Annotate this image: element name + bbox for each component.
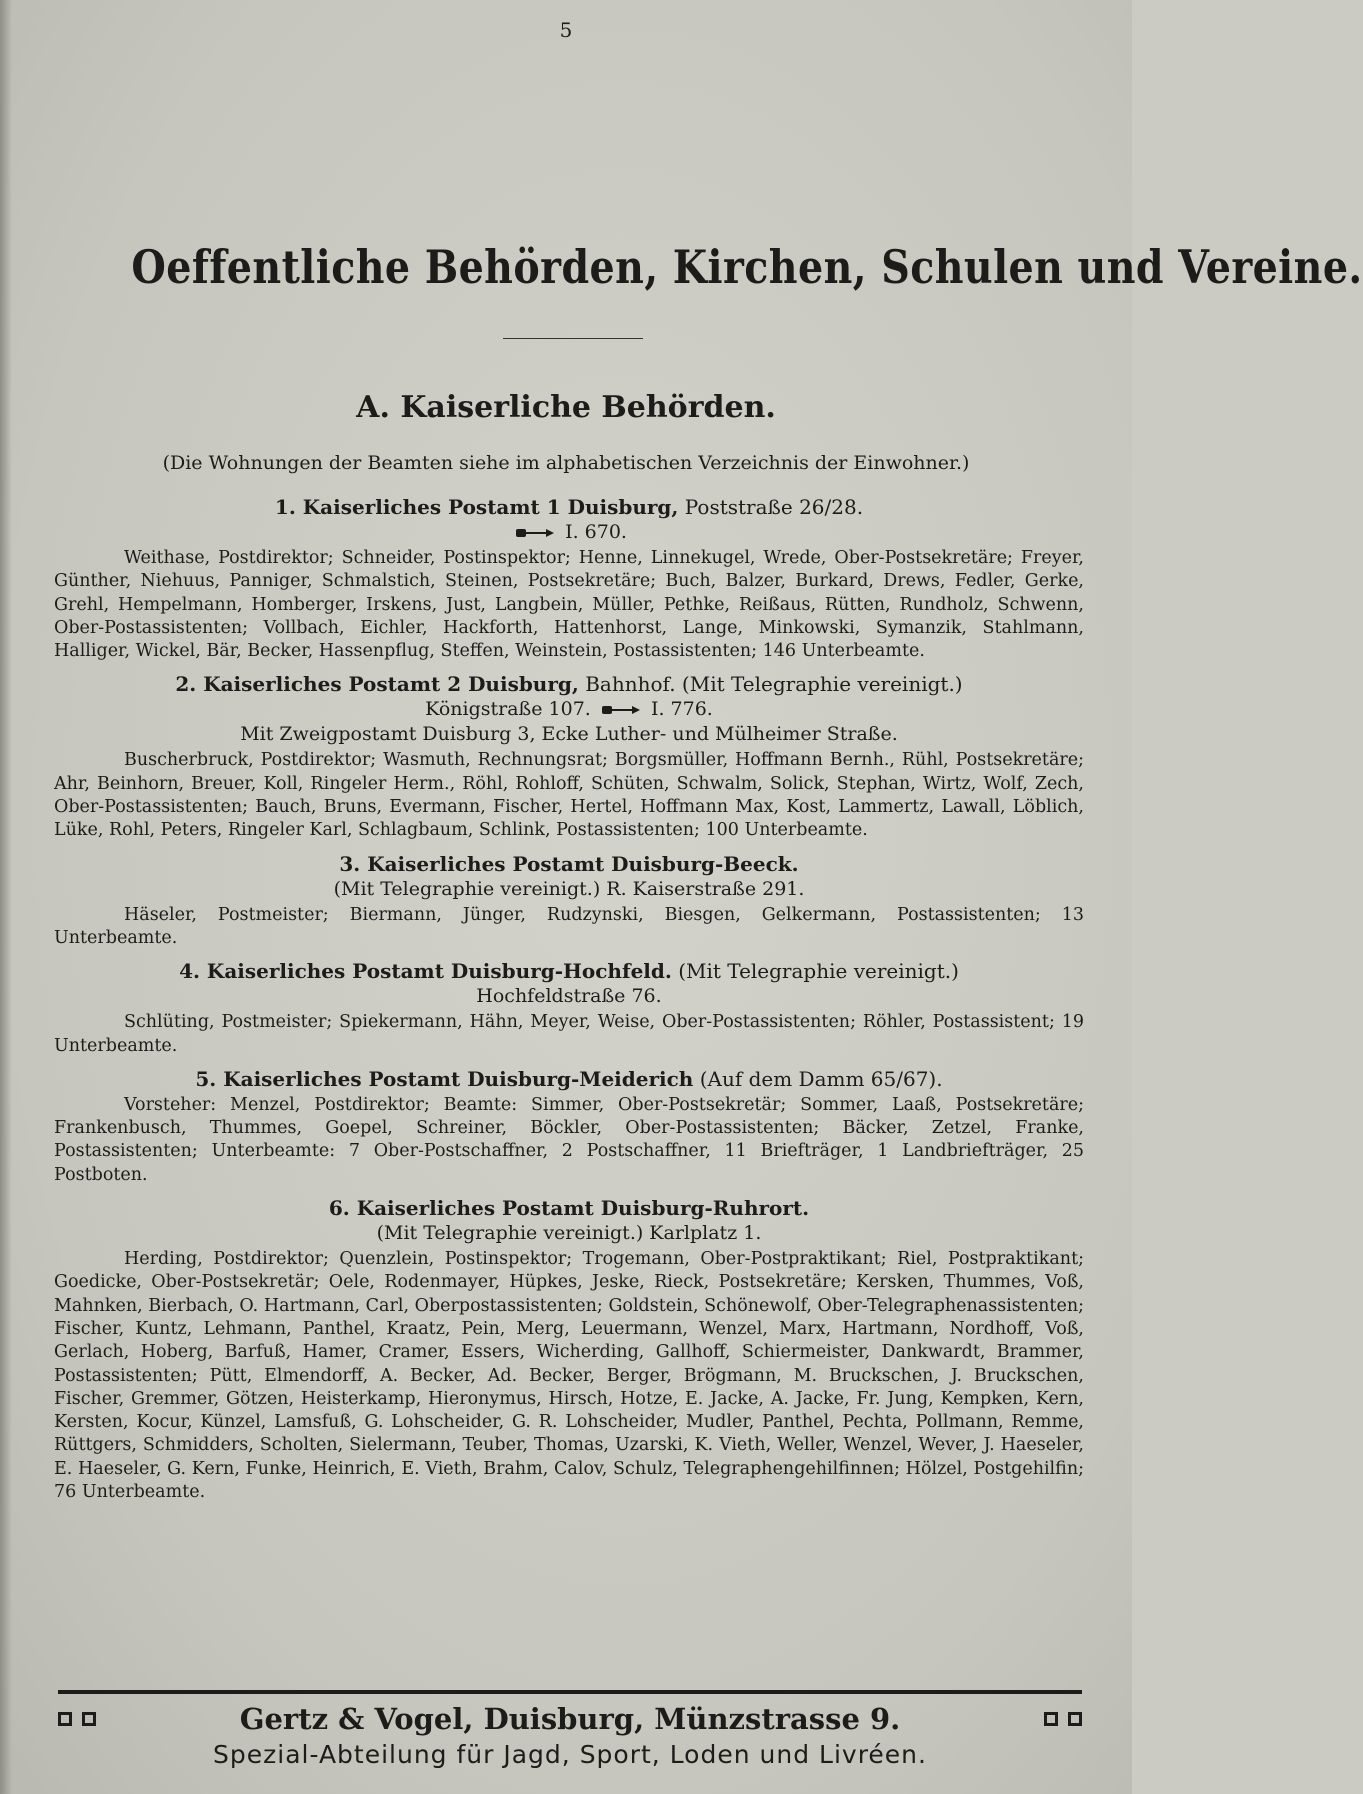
- ornament-boxes-right: [1044, 1712, 1082, 1726]
- entry-body: Buscherbruck, Postdirektor; Wasmuth, Rechnungsrat; Borgsmüller, Hoffmann Bernh., Rühl, Postsekretäre; Ahr, Beinhorn, Breuer, Koll, Ringeler Herm., Röhl, Rohloff, Schüten, Schwalm, Solick, Stephan, Wirtz, Wolf, Zech, Ober-Postassistenten; Bauch, Bruns, Evermann, Fischer, Hertel, Hoffmann Max, Kost, Lammertz, Lawall, Löblich, Lüke, Rohl, Peters, Ringeler Karl, Schlagbaum, Schlink, Postassistenten; 100 Unterbeamte.: [54, 750, 1084, 841]
- entry-postamt-1: [54, 494, 1084, 663]
- entry-heading-rest: (Auf dem Damm 65/67).: [699, 1066, 943, 1091]
- entry-address-line: Hochfeldstraße 76.: [476, 985, 662, 1008]
- entry-heading-title: 2. Kaiserliches Postamt 2 Duisburg,: [175, 672, 579, 697]
- entry-postamt-ruhrort: [54, 1195, 1084, 1504]
- page-number: 5: [559, 18, 573, 42]
- entry-heading-title: 5. Kaiserliches Postamt Duisburg-Meiderich: [195, 1066, 694, 1091]
- entry-postamt-beeck: [54, 851, 1084, 951]
- entry-branch-note: Mit Zweigpostamt Duisburg 3, Ecke Luther- und Mülheimer Straße.: [240, 723, 898, 746]
- entry-heading: [54, 1195, 1084, 1221]
- entry-address-line: (Mit Telegraphie vereinigt.) Karlplatz 1.: [376, 1222, 762, 1245]
- entry-heading-title: 3. Kaiserliches Postamt Duisburg-Beeck.: [339, 851, 799, 876]
- square-ornament-icon: [82, 1712, 96, 1726]
- entry-heading: [54, 671, 1084, 697]
- entry-heading: [54, 1066, 1084, 1092]
- entry-phone-number: I. 776.: [650, 698, 713, 721]
- entry-heading-rest: Bahnhof. (Mit Telegraphie vereinigt.): [585, 672, 963, 697]
- section-note: (Die Wohnungen der Beamten siehe im alphabetischen Verzeichnis der Einwohner.): [162, 452, 970, 474]
- entry-body: Schlüting, Postmeister; Spiekermann, Hähn, Meyer, Weise, Ober-Postassistenten; Röhler, Postassistent; 19 Unterbeamte.: [54, 1012, 1084, 1056]
- entries-list: [54, 494, 1084, 1512]
- page-edge-shadow: [0, 0, 12, 1794]
- square-ornament-icon: [58, 1712, 72, 1726]
- page-title: Oeffentliche Behörden, Kirchen, Schulen und Vereine.: [131, 240, 1363, 294]
- advertisement: [58, 1690, 1082, 1769]
- entry-address-line: [54, 697, 1084, 722]
- entry-postamt-2: [54, 671, 1084, 842]
- entry-heading-title: 4. Kaiserliches Postamt Duisburg-Hochfeld.: [179, 959, 672, 984]
- advertisement-line2: Spezial-Abteilung für Jagd, Sport, Loden und Livréen.: [213, 1740, 927, 1769]
- ornament-boxes-left: [58, 1712, 96, 1726]
- entry-body: Weithase, Postdirektor; Schneider, Postinspektor; Henne, Linnekugel, Wrede, Ober-Postsekretäre; Freyer, Günther, Niehuus, Panniger, Schmalstich, Steinen, Postsekretäre; Buch, Balzer, Burkard, Drews, Fedler, Gerke, Grehl, Hempelmann, Homberger, Irskens, Just, Langbein, Müller, Pethke, Reißaus, Rütten, Rundholz, Schwenn, Ober-Postassistenten; Vollbach, Eichler, Hackforth, Hattenhorst, Lange, Minkowski, Symanzik, Stahlmann, Halliger, Wickel, Bär, Becker, Hassenpflug, Steffen, Weinstein, Postassistenten; 146 Unterbeamte.: [54, 548, 1084, 662]
- advertisement-company: Gertz & Vogel, Duisburg, Münzstrasse 9.: [239, 1702, 901, 1736]
- entry-heading-title: 1. Kaiserliches Postamt 1 Duisburg,: [274, 495, 679, 519]
- entry-body: Häseler, Postmeister; Biermann, Jünger, Rudzynski, Biesgen, Gelkermann, Postassistenten; 13 Unterbeamte.: [54, 904, 1084, 948]
- entry-heading: [54, 494, 1084, 520]
- advertisement-rule: [58, 1690, 1082, 1694]
- entry-heading-rest: (Mit Telegraphie vereinigt.): [678, 959, 959, 984]
- telephone-icon: [515, 527, 555, 539]
- square-ornament-icon: [1044, 1712, 1058, 1726]
- entry-body: Herding, Postdirektor; Quenzlein, Postinspektor; Trogemann, Ober-Postpraktikant; Riel, Postpraktikant; Goedicke, Ober-Postsekretär; Oele, Rodenmayer, Hüpkes, Jeske, Rieck, Postsekretäre; Kersken, Thummes, Voß, Mahnken, Bierbach, O. Hartmann, Carl, Oberpostassistenten; Goldstein, Schönewolf, Ober-Telegraphenassistenten; Fischer, Kuntz, Lehmann, Panthel, Kraatz, Pein, Merg, Leuermann, Wenzel, Marx, Hartmann, Nordhoff, Voß, Gerlach, Hoberg, Barfuß, Hamer, Cramer, Essers, Wicherding, Gallhoff, Schiermeister, Dankwardt, Brammer, Postassistenten; Pütt, Elmendorff, A. Becker, Ad. Becker, Berger, Brögmann, M. Bruckschen, J. Bruckschen, Fischer, Gremmer, Götzen, Heisterkamp, Hieronymus, Hirsch, Hotze, E. Jacke, A. Jacke, Fr. Jung, Kempken, Kern, Kersten, Kocur, Künzel, Lamsfuß, G. Lohscheider, G. R. Lohscheider, Mudler, Panthel, Pechta, Pollmann, Remme, Rüttgers, Schmidders, Scholten, Sielermann, Teuber, Thomas, Uzarski, K. Vieth, Weller, Wenzel, Wever, J. Haeseler, E. Haeseler, G. Kern, Funke, Heinrich, E. Vieth, Brahm, Calov, Schulz, Telegraphengehilfinnen; Hölzel, Postgehilfin; 76 Unterbeamte.: [54, 1249, 1084, 1503]
- title-divider: [503, 338, 643, 339]
- square-ornament-icon: [1068, 1712, 1082, 1726]
- entry-heading: [54, 851, 1084, 877]
- entry-postamt-hochfeld: [54, 958, 1084, 1058]
- entry-phone-line: [54, 520, 1084, 545]
- telephone-icon: [601, 704, 641, 716]
- entry-address: Königstraße 107.: [425, 698, 591, 721]
- section-heading: A. Kaiserliche Behörden.: [356, 390, 776, 425]
- entry-heading-rest: Poststraße 26/28.: [684, 495, 864, 519]
- entry-phone-number: I. 670.: [565, 521, 627, 543]
- entry-heading-title: 6. Kaiserliches Postamt Duisburg-Ruhrort.: [328, 1196, 810, 1221]
- advertisement-line1: [58, 1702, 1082, 1736]
- entry-heading: [54, 958, 1084, 984]
- entry-postamt-meiderich: [54, 1066, 1084, 1187]
- entry-address-line: (Mit Telegraphie vereinigt.) R. Kaiserstraße 291.: [333, 877, 805, 900]
- entry-body: Vorsteher: Menzel, Postdirektor; Beamte: Simmer, Ober-Postsekretär; Sommer, Laaß, Postsekretäre; Frankenbusch, Thummes, Goepel, Schreiner, Böckler, Ober-Postassistenten; Bäcker, Zetzel, Franke, Postassistenten; Unterbeamte: 7 Ober-Postschaffner, 2 Postschaffner, 11 Briefträger, 1 Landbriefträger, 25 Postboten.: [54, 1094, 1084, 1185]
